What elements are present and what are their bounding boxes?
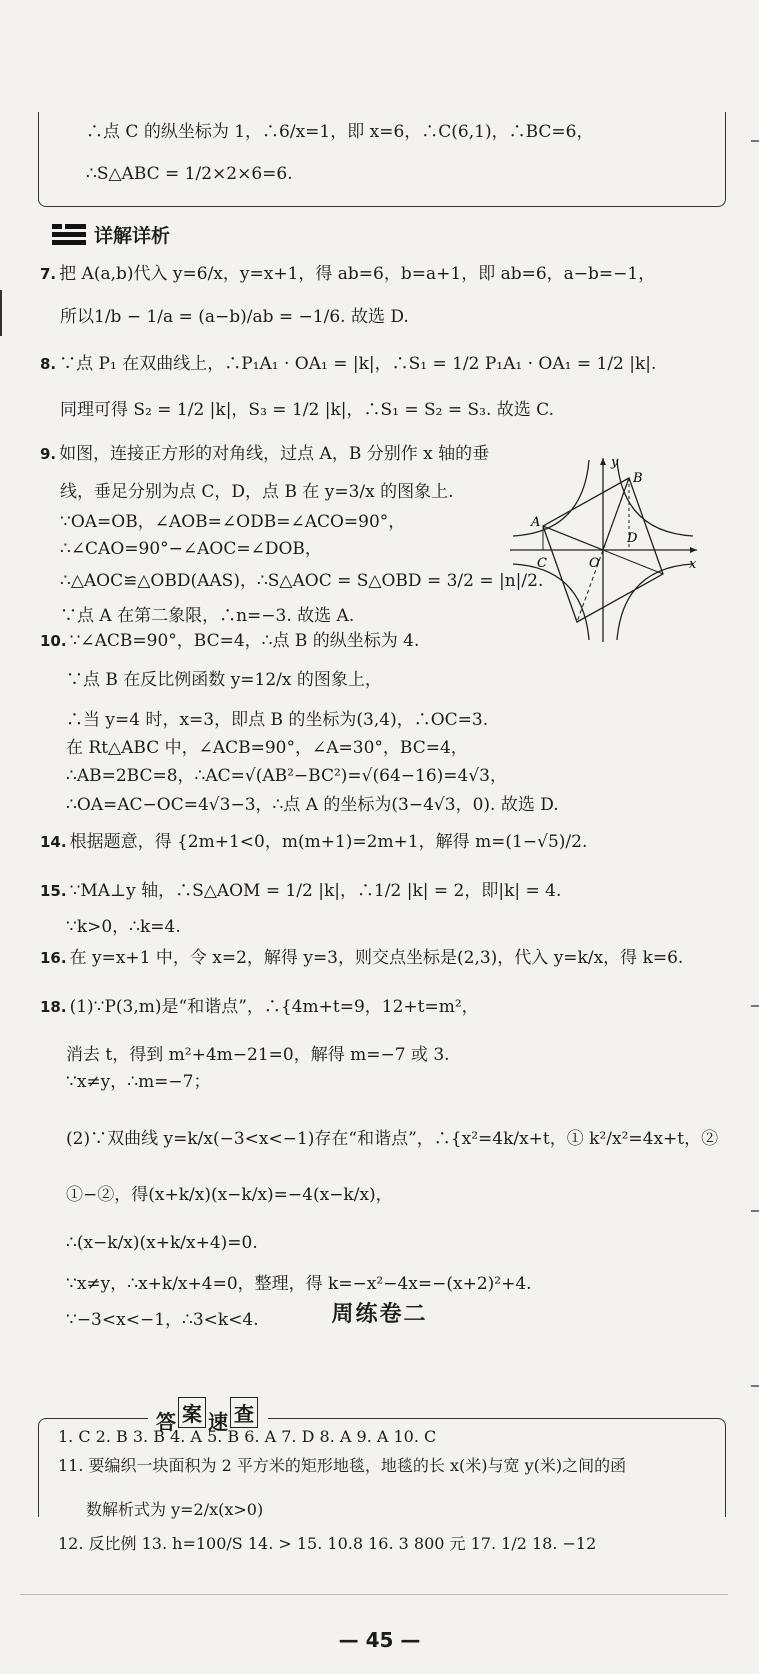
right-margin-mark [751,1005,759,1007]
solution-line: ∴AB=2BC=8，∴AC=√(AB²−BC²)=√(64−16)=4√3， [66,766,507,786]
solution-line: ①−②，得(x+k/x)(x−k/x)=−4(x−k/x)， [66,1185,393,1205]
solution-line: ∵x≠y，∴m=−7； [66,1072,211,1092]
hyperbola-branch [513,564,589,640]
answer-line: 1. C 2. B 3. B 4. A 5. B 6. A 7. D 8. A 9. A 10. C [58,1427,437,1446]
hyperbola-branch [617,460,693,536]
solution-line: ∵OA=OB，∠AOB=∠ODB=∠ACO=90°， [60,512,406,532]
solution-line: 9. 如图，连接正方形的对角线，过点 A，B 分别作 x 轴的垂 [40,444,490,464]
solution-line: ∴当 y=4 时，x=3，即点 B 的坐标为(3,4)，∴OC=3. [66,710,489,730]
solution-line: ∵−3<x<−1，∴3<k<4. [66,1310,259,1330]
footer-separator [20,1594,728,1595]
solution-line: ∵k>0，∴k=4. [66,917,181,937]
left-margin-mark [0,290,2,336]
label-c: C [537,556,547,571]
section-bars-icon [52,223,86,245]
hyperbola-branch [617,564,693,640]
answer-line: 12. 反比例 13. h=100/S 14. > 15. 10.8 16. 3 800 元 17. 1/2 18. −12 [58,1534,597,1553]
solution-line: 7. 把 A(a,b)代入 y=6/x，y=x+1，得 ab=6，b=a+1，即 ab=6，a−b=−1， [40,264,656,284]
segment-ob [603,478,629,550]
solution-line: ∵点 B 在反比例函数 y=12/x 的图象上， [66,670,382,690]
label-y: y [611,455,619,470]
top-line-2: ∴S△ABC = 1/2×2×6=6. [86,164,293,184]
problem-9-figure [505,452,705,647]
label-x: x [689,557,697,572]
page-number: — 45 — [338,1628,421,1652]
section-title: 详解详析 [94,225,171,247]
solution-line: ∴△AOC≌△OBD(AAS)，∴S△AOC = S△OBD = 3/2 = |n|/2. [60,571,544,591]
hyperbola-branch [513,460,589,536]
solution-line: ∴OA=AC−OC=4√3−3，∴点 A 的坐标为(3−4√3，0). 故选 D. [66,795,559,815]
right-margin-mark [751,140,759,142]
label-a: A [531,515,541,530]
solution-line: 所以1/b − 1/a = (a−b)/ab = −1/6. 故选 D. [60,307,409,327]
solution-line: 同理可得 S₂ = 1/2 |k|，S₃ = 1/2 |k|，∴S₁ = S₂ = S₃. 故选 C. [60,400,554,420]
solution-line: (2)∵双曲线 y=k/x(−3<x<−1)存在“和谐点”，∴{x²=4k/x+t，① k²/x²=4x+t，② [66,1129,719,1149]
answers-heading: 答 案 速 查 [148,1397,268,1428]
top-line-1: ∴点 C 的纵坐标为 1，∴6/x=1，即 x=6，∴C(6,1)，∴BC=6， [86,122,594,142]
solution-line: ∴(x−k/x)(x+k/x+4)=0. [66,1233,258,1253]
section-heading [52,221,170,248]
answer-line: 数解析式为 y=2/x(x>0) [86,1500,264,1519]
solution-line: 8. ∵点 P₁ 在双曲线上，∴P₁A₁ · OA₁ = |k|，∴S₁ = 1/2 P₁A₁ · OA₁ = 1/2 |k|. [40,354,657,374]
label-o: O [589,556,600,571]
y-axis-arrow-icon [600,458,606,465]
segment-ao [543,526,603,550]
solution-line: 16. 在 y=x+1 中，令 x=2，解得 y=3，则交点坐标是(2,3)，代入 y=k/x，得 k=6. [40,948,684,968]
label-b: B [633,471,643,486]
right-margin-mark [751,1210,759,1212]
solution-line: 在 Rt△ABC 中，∠ACB=90°，∠A=30°，BC=4， [66,738,468,758]
solution-line: 14. 根据题意，得 {2m+1<0，m(m+1)=2m+1，解得 m=(1−√5)/2. [40,832,588,852]
answer-line: 11. 要编织一块面积为 2 平方米的矩形地毯，地毯的长 x(米)与宽 y(米)之间的函 [58,1456,627,1475]
right-margin-mark [751,1385,759,1387]
x-axis-arrow-icon [690,547,697,553]
solution-line: ∵点 A 在第二象限，∴n=−3. 故选 A. [60,606,355,626]
solution-line: 18. (1)∵P(3,m)是“和谐点”，∴{4m+t=9，12+t=m²， [40,997,479,1017]
solution-line: 10. ∵∠ACB=90°，BC=4，∴点 B 的纵坐标为 4. [40,631,420,651]
label-d: D [627,531,638,546]
solution-line: 线，垂足分别为点 C，D，点 B 在 y=3/x 的图象上. [60,482,454,502]
section-title-2: 周练卷二 [331,1302,428,1327]
solution-line: 消去 t，得到 m²+4m−21=0，解得 m=−7 或 3. [66,1045,450,1065]
solution-line: ∵x≠y，∴x+k/x+4=0，整理，得 k=−x²−4x=−(x+2)²+4. [66,1274,532,1294]
solution-line: ∴∠CAO=90°−∠AOC=∠DOB， [60,539,322,559]
solution-line: 15. ∵MA⊥y 轴，∴S△AOM = 1/2 |k|，∴1/2 |k| = 2，即|k| = 4. [40,881,562,901]
